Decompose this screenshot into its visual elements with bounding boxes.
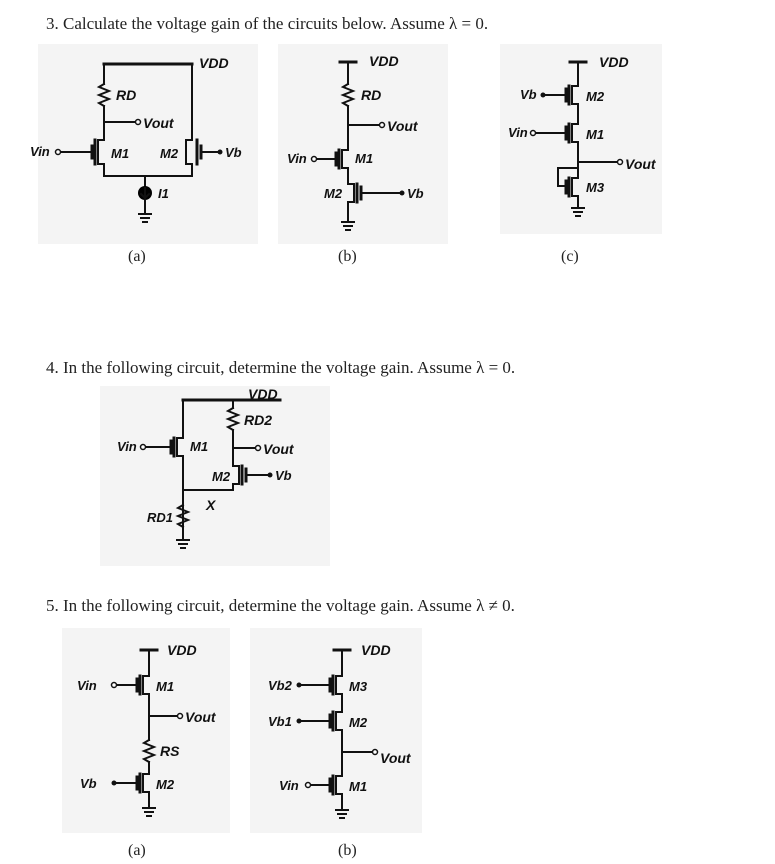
question-5-text: 5. In the following circuit, determine the voltage gain. Assume λ ≠ 0. — [46, 596, 515, 615]
caption-3c: (c) — [561, 248, 579, 265]
label-5a-vdd: VDD — [167, 642, 197, 658]
label-3b-vin: Vin — [287, 151, 307, 166]
label-5b-vin: Vin — [279, 778, 299, 793]
label-4-rd1: RD1 — [147, 510, 174, 525]
label-5b-vb2: Vb2 — [268, 678, 292, 693]
label-5b-m3: M3 — [349, 679, 368, 694]
label-5a-m2: M2 — [156, 777, 175, 792]
label-5b-m2: M2 — [349, 715, 368, 730]
label-3b-m1: M1 — [355, 151, 374, 166]
label-4-x: X — [206, 497, 216, 513]
label-3c-vin: Vin — [508, 125, 528, 140]
label-5b-m1: M1 — [349, 779, 368, 794]
caption-5a: (a) — [128, 842, 146, 859]
label-3a-i1: I1 — [158, 186, 169, 201]
label-3b-rd: RD — [361, 87, 382, 103]
label-4-vb: Vb — [275, 468, 292, 483]
label-3b-m2: M2 — [324, 186, 343, 201]
label-4-m2: M2 — [212, 469, 231, 484]
label-3a-m2: M2 — [160, 146, 179, 161]
caption-5b: (b) — [338, 842, 357, 859]
circuit-5b — [250, 628, 422, 833]
label-5a-vout: Vout — [185, 709, 216, 725]
label-3c-vout: Vout — [625, 156, 656, 172]
circuit-3c — [531, 62, 623, 216]
label-4-m1: M1 — [190, 439, 209, 454]
label-3a-vb: Vb — [225, 145, 242, 160]
label-5a-rs: RS — [160, 743, 180, 759]
label-3b-vb: Vb — [407, 186, 424, 201]
label-5a-vb: Vb — [80, 776, 97, 791]
label-3c-vb: Vb — [520, 87, 537, 102]
label-5b-vb1: Vb1 — [268, 714, 292, 729]
label-3b-vdd: VDD — [369, 53, 399, 69]
label-3c-m3: M3 — [586, 180, 605, 195]
label-4-vdd: VDD — [248, 386, 278, 402]
circuit-3b — [312, 62, 405, 230]
label-3c-vdd: VDD — [599, 54, 629, 70]
circuit-5a — [62, 628, 230, 833]
label-3a-m1: M1 — [111, 146, 130, 161]
caption-3b: (b) — [338, 248, 357, 265]
label-4-vin: Vin — [117, 439, 137, 454]
label-3b-vout: Vout — [387, 118, 418, 134]
label-5b-vdd: VDD — [361, 642, 391, 658]
label-3c-m2: M2 — [586, 89, 605, 104]
label-5a-m1: M1 — [156, 679, 175, 694]
question-3-text: 3. Calculate the voltage gain of the circuits below. Assume λ = 0. — [46, 14, 489, 33]
label-5a-vin: Vin — [77, 678, 97, 693]
label-3a-vin: Vin — [30, 144, 50, 159]
label-4-vout: Vout — [263, 441, 294, 457]
caption-3a: (a) — [128, 248, 146, 265]
label-4-rd2: RD2 — [244, 412, 273, 428]
question-4-text: 4. In the following circuit, determine the voltage gain. Assume λ = 0. — [46, 358, 516, 377]
label-3a-vdd: VDD — [199, 55, 229, 71]
label-3c-m1: M1 — [586, 127, 605, 142]
label-5b-vout: Vout — [380, 750, 411, 766]
circuit-3a — [56, 64, 223, 222]
label-3a-vout: Vout — [143, 115, 174, 131]
label-3a-rd: RD — [116, 87, 137, 103]
